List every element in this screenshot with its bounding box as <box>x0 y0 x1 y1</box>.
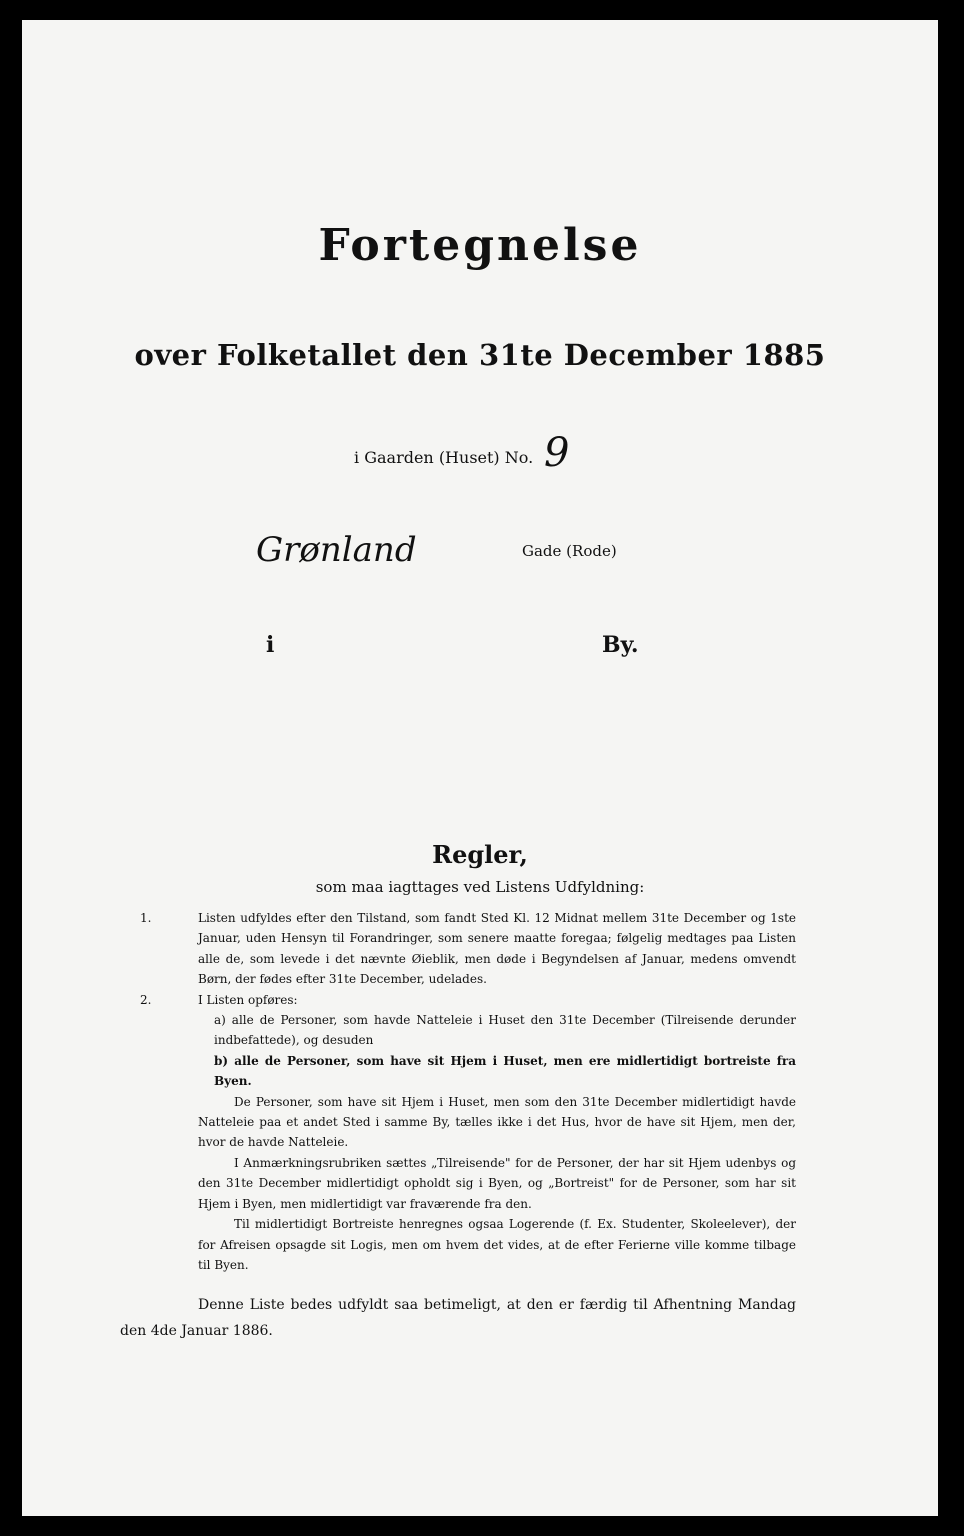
street-label: Gade (Rode) <box>522 542 617 560</box>
rule-number: 1. <box>140 911 152 925</box>
rule-text: Listen udfyldes efter den Tilstand, som fandt Sted Kl. 12 Midnat mellem 31te December og 1ste Januar, uden Hensyn til Forandringer, som senere maatte foregaa; følgelig medtages paa Listen alle de, som levede i det nævnte Øieblik, men døde i Begyndelsen af Januar, medens omvendt Børn, der fødes efter 31te December, udelades. <box>198 911 796 987</box>
town-label: By. <box>602 632 639 658</box>
rules-list <box>140 908 796 1275</box>
rule-paragraph: I Anmærkningsrubriken sættes „Tilreisende" for de Personer, der har sit Hjem udenbys og den 31te December midlertidigt opholdt sig i Byen, og „Bortreist" for de Personer, som har sit Hjem i Byen, men midlertidigt var fraværende fra den. <box>198 1155 796 1211</box>
rule-paragraph: De Personer, som have sit Hjem i Huset, men som den 31te December midlertidigt havde Natteleie paa et andet Sted i samme By, tælles ikke i det Hus, hvor de have sit Hjem, men der, hvor de havde Natteleie. <box>198 1094 796 1150</box>
rule-text: I Listen opføres: <box>198 992 298 1007</box>
rule-subitem-a: a) alle de Personer, som havde Natteleie i Huset den 31te December (Tilreisende derunder indbefattede), og desuden <box>214 1013 796 1048</box>
town-prefix: i <box>266 632 275 658</box>
document-title: Fortegnelse <box>318 220 642 271</box>
rule-item <box>140 990 796 1276</box>
rule-number: 2. <box>140 992 152 1007</box>
document-subtitle: over Folketallet den 31te December 1885 <box>134 338 826 372</box>
rule-paragraph: Til midlertidigt Bortreiste henregnes ogsaa Logerende (f. Ex. Studenter, Skoleelever), der for Afreisen opsagde sit Logis, men om hvem det vides, at de efter Ferierne ville komme tilbage til Byen. <box>198 1217 796 1272</box>
footer-text: Denne Liste bedes udfyldt saa betimeligt, at den er færdig til Afhentning Mandag den 4de Januar 1886. <box>120 1297 796 1339</box>
house-number-handwritten: 9 <box>544 430 570 476</box>
document-page <box>22 20 938 1516</box>
rules-heading: Regler, <box>432 840 528 869</box>
rule-subitem-b: b) alle de Personer, som have sit Hjem i Huset, men ere midlertidigt bortreiste fra Byen. <box>214 1053 796 1089</box>
footer-note <box>120 1292 796 1344</box>
rule-item <box>140 908 796 990</box>
street-name-handwritten: Grønland <box>256 530 417 570</box>
rules-intro: som maa iagttages ved Listens Udfyldning: <box>315 878 645 896</box>
house-number-label: i Gaarden (Huset) No. <box>354 448 534 467</box>
